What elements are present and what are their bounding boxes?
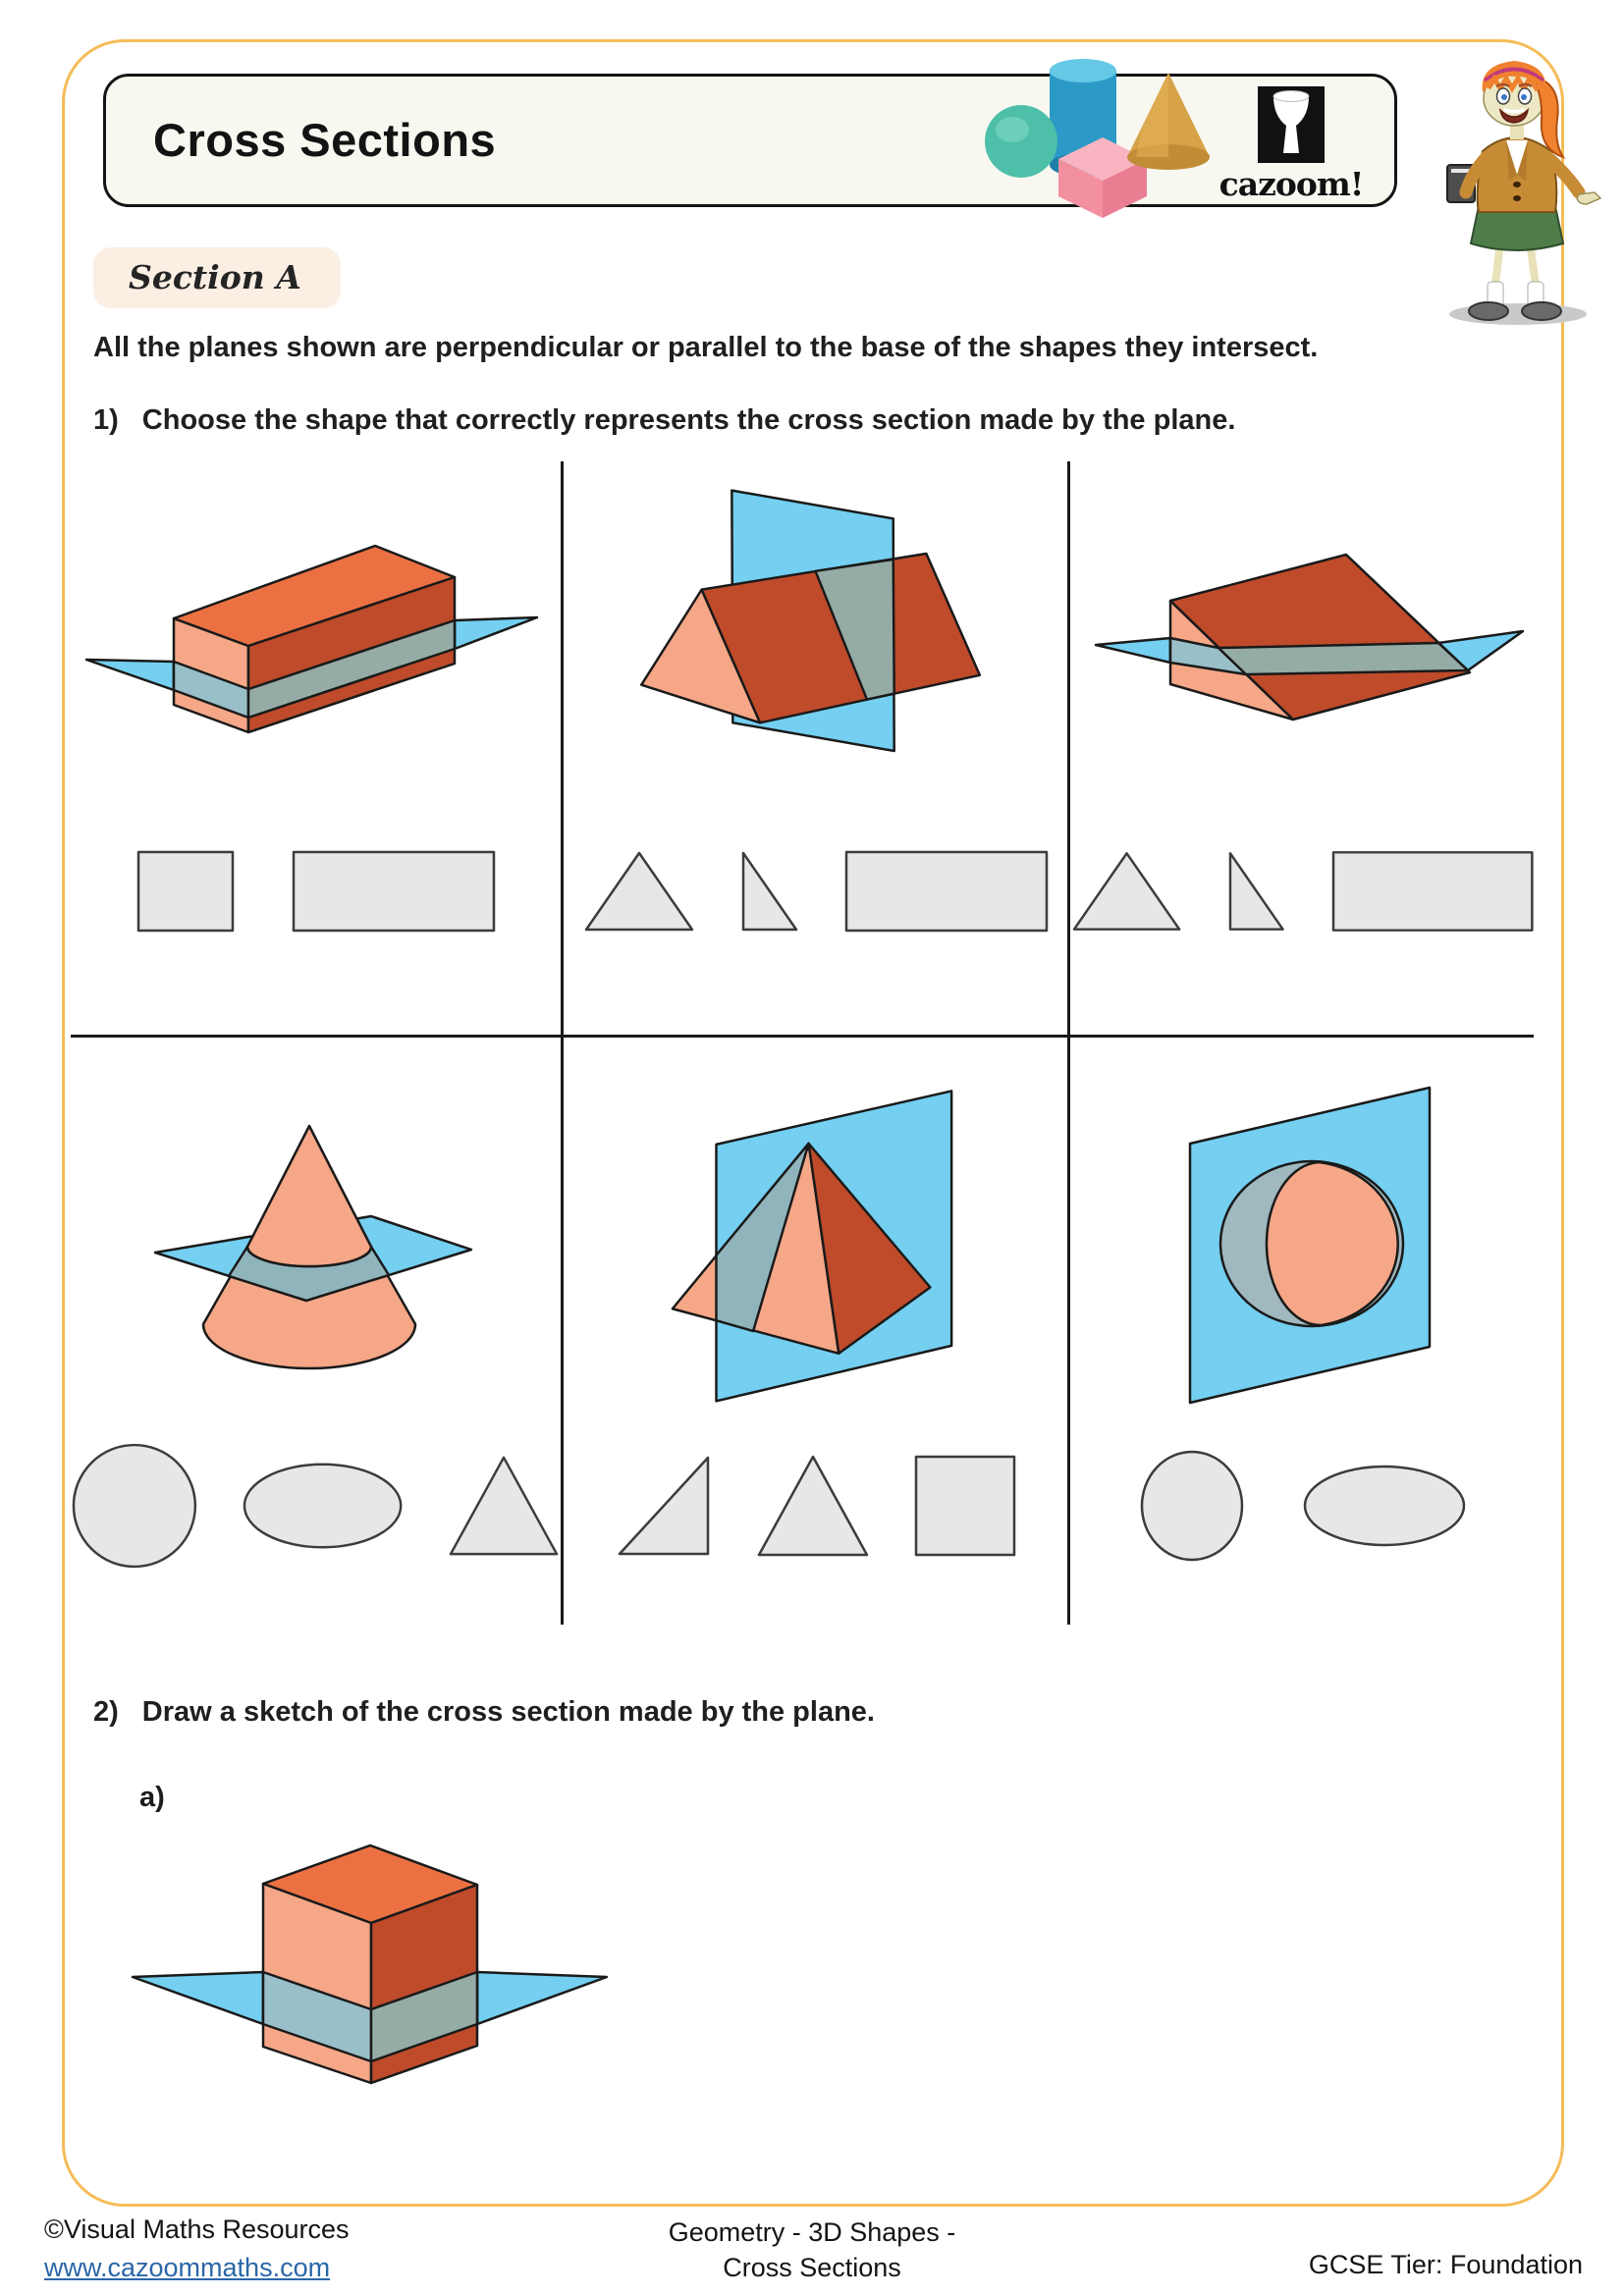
topic-line-1: Geometry - 3D Shapes - xyxy=(668,2217,956,2247)
brand-name: cazoom! xyxy=(1218,165,1364,203)
option-circle[interactable] xyxy=(71,1441,198,1571)
drum-logo-icon xyxy=(1258,86,1325,163)
option-triangle[interactable] xyxy=(1071,850,1182,933)
cube-plane-figure xyxy=(98,1838,648,2103)
option-square[interactable] xyxy=(136,850,235,933)
grid-cell-pyramid xyxy=(565,1038,1066,1628)
option-square-large[interactable] xyxy=(914,1455,1016,1557)
section-intro: All the planes shown are perpendicular or parallel to the base of the shapes they intersect. xyxy=(93,332,1319,363)
grid-divider-vertical-2 xyxy=(1067,461,1070,1625)
question-1 xyxy=(93,404,1235,437)
student-mascot xyxy=(1412,49,1620,334)
triangular-prism-plane-figure xyxy=(565,461,1066,844)
grid-divider-vertical-1 xyxy=(561,461,564,1625)
grid-cell-wedge xyxy=(1071,461,1534,1035)
option-triangle-large[interactable] xyxy=(447,1453,561,1559)
question-1-grid xyxy=(71,461,1534,1628)
wedge-plane-figure xyxy=(1071,461,1534,844)
option-rectangle[interactable] xyxy=(292,850,496,933)
sphere-plane-figure xyxy=(1071,1038,1534,1430)
answer-options xyxy=(565,1432,1066,1579)
sphere-icon xyxy=(985,105,1057,178)
pyramid-plane-figure xyxy=(565,1038,1066,1430)
answer-options xyxy=(1071,846,1534,936)
grid-cell-sphere xyxy=(1071,1038,1534,1628)
answer-options xyxy=(71,846,561,936)
topic-line-2: Cross Sections xyxy=(723,2253,901,2283)
option-triangle[interactable] xyxy=(583,850,695,933)
question-2-text: Draw a sketch of the cross section made by the plane. xyxy=(141,1696,875,1728)
grid-cell-triangular-prism xyxy=(565,461,1066,1035)
option-triangle-large[interactable] xyxy=(755,1453,871,1559)
grid-cell-cuboid xyxy=(71,461,561,1035)
website-link[interactable]: www.cazoommaths.com xyxy=(44,2253,331,2282)
question-2a-label: a) xyxy=(139,1782,165,1813)
cone-icon xyxy=(1127,73,1210,170)
option-rectangle[interactable] xyxy=(1331,850,1534,933)
question-2 xyxy=(93,1696,875,1729)
cone-plane-figure xyxy=(71,1038,561,1430)
option-rectangle[interactable] xyxy=(844,850,1049,933)
grid-cell-cone xyxy=(71,1038,561,1628)
option-narrow-right-triangle[interactable] xyxy=(740,850,799,933)
section-label: Section A xyxy=(93,247,341,308)
page-title: Cross Sections xyxy=(153,114,497,166)
answer-options xyxy=(71,1432,561,1579)
cazoom-logo xyxy=(1218,86,1365,206)
header-3d-shapes-icons xyxy=(977,51,1222,224)
answer-options xyxy=(1071,1432,1534,1579)
option-ellipse[interactable] xyxy=(242,1461,404,1551)
answer-options xyxy=(565,846,1066,936)
option-circle-small[interactable] xyxy=(1139,1449,1245,1563)
question-2-number: 2) xyxy=(93,1696,119,1728)
copyright-text: ©Visual Maths Resources xyxy=(44,2215,350,2244)
cuboid-plane-figure xyxy=(71,461,561,844)
question-1-number: 1) xyxy=(93,404,119,436)
question-1-text: Choose the shape that correctly represents the cross section made by the plane. xyxy=(141,404,1236,436)
option-right-triangle[interactable] xyxy=(616,1454,712,1558)
tier-label: GCSE Tier: Foundation xyxy=(1308,2250,1583,2279)
option-ellipse-small[interactable] xyxy=(1302,1464,1467,1548)
option-narrow-right-triangle[interactable] xyxy=(1227,850,1286,933)
